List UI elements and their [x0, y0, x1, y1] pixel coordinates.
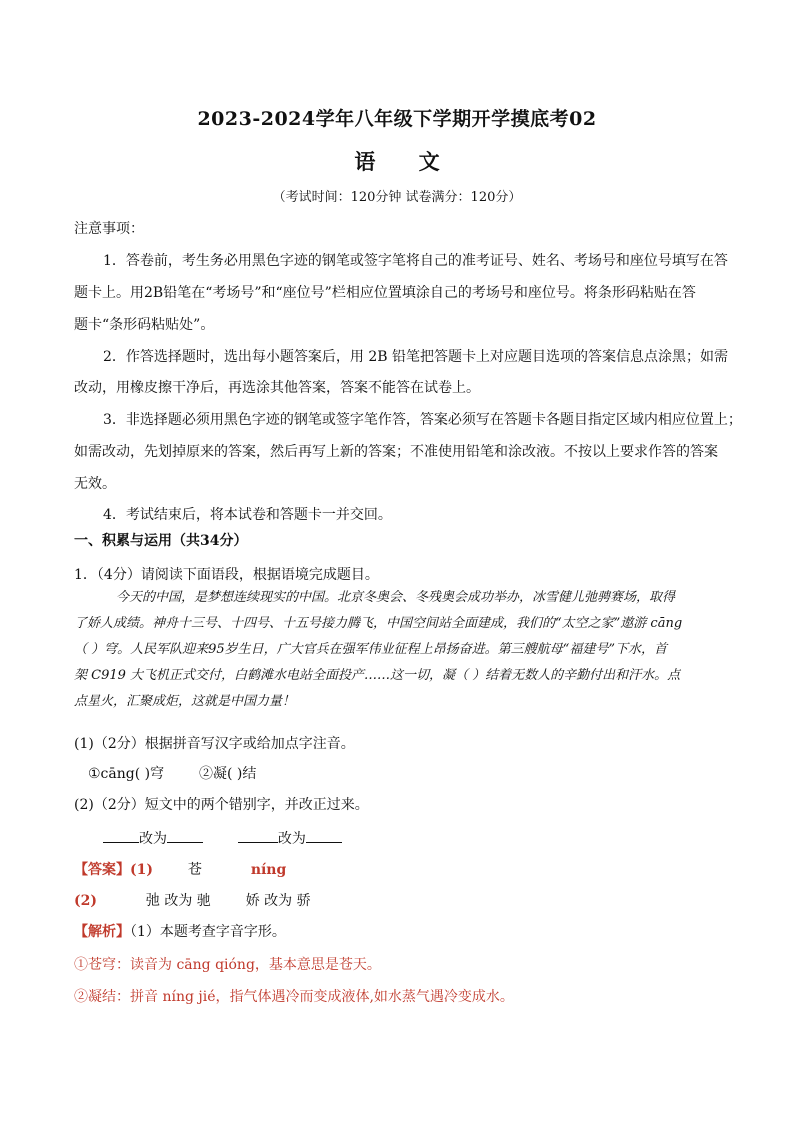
answer-part-2-b: 娇 改为 骄	[245, 893, 311, 909]
passage-line: 了娇人成绩。神舟十三号、十四号、十五号接力腾飞，中国空间站全面建成，我们的“太空之家”遨游 cāng	[74, 616, 683, 631]
notice-item-1-line-1: 1．答卷前，考生务必用黑色字迹的钢笔或签字笔将自己的准考证号、姓名、考场号和座位号填写在答	[103, 253, 728, 269]
sub-question-2-stem: (2)（2分）短文中的两个错别字，并改正过来。	[74, 797, 369, 813]
analysis-text: （1）本题考查字音字形。	[130, 924, 286, 940]
answer-blank[interactable]	[167, 828, 203, 843]
answer-blank[interactable]	[103, 828, 139, 843]
sub-question-2-blanks	[103, 828, 753, 849]
question-1-passage	[74, 585, 724, 715]
notice-item-2-line-1: 2．作答选择题时，选出每小题答案后，用 2B 铅笔把答题卡上对应题目选项的答案信息点涂黑；如需	[103, 349, 729, 365]
answer-label: 【答案】	[74, 862, 130, 878]
exam-info: （考试时间：120分钟 试卷满分：120分）	[272, 190, 522, 205]
question-1-stem: 1．（4分）请阅读下面语段，根据语境完成题目。	[74, 567, 379, 583]
analysis-line	[74, 922, 724, 942]
passage-line: 架 C919 大飞机正式交付，白鹤滩水电站全面投产……这一切，凝（ ）结着无数人的辛勤付出和汗水。点	[74, 668, 681, 683]
analysis-label: 【解析】	[74, 924, 130, 940]
answer-part-2-number: (2)	[74, 893, 97, 909]
exam-title: 2023-2024学年八年级下学期开学摸底考02	[197, 108, 597, 130]
answer-blank[interactable]	[238, 828, 278, 843]
notice-item-3-line-1: 3．非选择题必须用黑色字迹的钢笔或签字笔作答，答案必须写在答题卡各题目指定区域内相应位置上；	[103, 412, 742, 428]
analysis-detail-1: ①苍穹：读音为 cāng qióng，基本意思是苍天。	[74, 957, 381, 973]
passage-line: 点星火，汇聚成炬，这就是中国力量！	[74, 694, 296, 709]
answer-part-1-b: níng	[250, 862, 287, 878]
sub-question-1-item-a: ①cāng( )穹	[88, 766, 165, 782]
answer-line-1	[74, 860, 724, 880]
subject-title: 语 文	[354, 149, 458, 174]
section-title: 一、积累与运用（共34分）	[74, 533, 248, 549]
passage-line: （ ）穹。人民军队迎来95岁生日，广大官兵在强军伟业征程上昂扬奋进。第三艘航母“福建号”下水，首	[74, 642, 667, 657]
answer-blank[interactable]	[306, 828, 342, 843]
answer-part-1-number: (1)	[130, 862, 153, 878]
answer-line-2	[74, 891, 724, 911]
answer-part-1-a: 苍	[187, 862, 202, 878]
notice-item-2-line-2: 改动，用橡皮擦干净后，再选涂其他答案，答案不能答在试卷上。	[74, 380, 480, 396]
passage-line: 今天的中国，是梦想连续现实的中国。北京冬奥会、冬残奥会成功举办，冰雪健儿弛骋赛场，取得	[116, 590, 676, 605]
notice-item-3-line-3: 无效。	[74, 476, 116, 492]
sub-question-1-item-b: ②凝( )结	[199, 766, 257, 782]
notice-item-3-line-2: 如需改动，先划掉原来的答案，然后再写上新的答案；不准使用铅笔和涂改液。不按以上要求作答的答案	[74, 444, 718, 460]
change-label: 改为	[139, 831, 167, 847]
notice-heading: 注意事项：	[74, 221, 144, 237]
sub-question-1-stem: (1)（2分）根据拼音写汉字或给加点字注音。	[74, 736, 355, 752]
analysis-detail-2: ②凝结：拼音 níng jié，指气体遇冷而变成液体,如水蒸气遇冷变成水。	[74, 989, 514, 1005]
notice-item-1-line-2: 题卡上。用2B铅笔在“考场号”和“座位号”栏相应位置填涂自己的考场号和座位号。将条形码粘贴在答	[74, 285, 696, 301]
answer-part-2-a: 弛 改为 驰	[145, 893, 211, 909]
notice-item-1-line-3: 题卡“条形码粘贴处”。	[74, 317, 215, 333]
change-label: 改为	[277, 831, 306, 847]
sub-question-1-items	[88, 764, 738, 784]
notice-item-4: 4．考试结束后，将本试卷和答题卡一并交回。	[103, 507, 392, 523]
